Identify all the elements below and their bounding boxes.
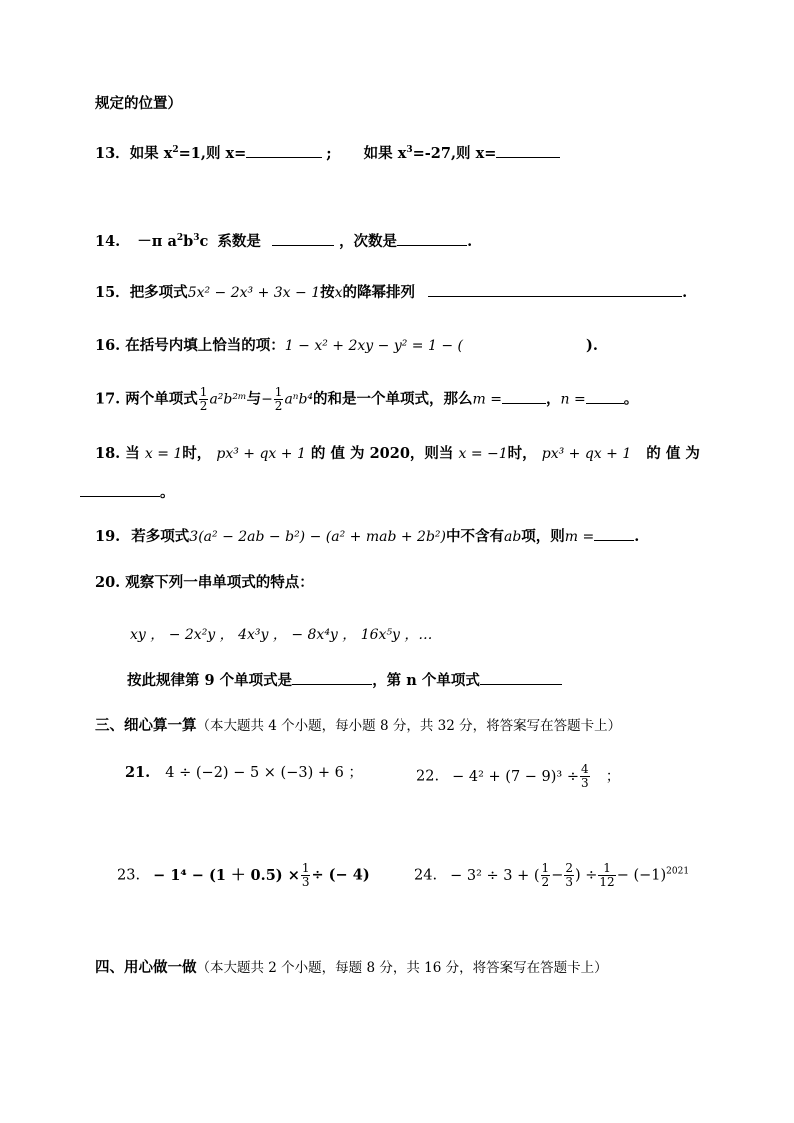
question-18: 18. 当 x = 1时， px³ + qx + 1 的 值 为 2020，则当 x = −1时， px³ + qx + 1 的 值 为 — [95, 445, 700, 462]
answer-blank[interactable] — [80, 482, 160, 497]
answer-blank[interactable] — [502, 389, 546, 404]
question-13: 13．如果 $x^2=1$,则 x= ; 如果 $x^3=-27$,则 x= — [95, 143, 560, 164]
answer-blank[interactable] — [480, 670, 562, 685]
fraction: $\frac{1}{2}$ — [541, 861, 550, 889]
question-22: 22. − 4² + (7 − 9)³ ÷ $\frac{4}{3}$ ； — [416, 762, 621, 790]
answer-blank[interactable] — [496, 143, 560, 158]
fraction: $\frac{1}{2}$ — [274, 385, 283, 413]
question-17: 17. 两个单项式 $\frac{1}{2}$ a²b²ᵐ与− $\frac{1}{2}$ aⁿb⁴的和是一个单项式，那么m = ，n = 。 — [95, 385, 639, 413]
question-18-blank: 。 — [80, 482, 175, 503]
answer-blank[interactable] — [272, 231, 334, 246]
fraction: $\frac{1}{12}$ — [599, 861, 615, 889]
question-20-sequence: xy ， − 2x²y ， 4x³y ， − 8x⁴y ， 16x⁵y ，… — [130, 627, 433, 643]
question-15: 15．把多项式5x² − 2x³ + 3x − 1按x的降幂排列 . — [95, 284, 688, 301]
question-14: 14. －π $a^2b^3c$ 系数是 ，次数是 . — [95, 233, 473, 250]
question-20-ask: 按此规律第 9 个单项式是 ，第 n 个单项式 — [127, 670, 562, 691]
question-23: 23. − 1⁴ − (1 ＋ 0.5) × $\frac{1}{3}$ ÷ (− 4) — [117, 861, 370, 889]
question-19: 19. 若多项式3(a² − 2ab − b²) − (a² + mab + 2b²)中不含有ab项，则m = . — [95, 528, 640, 545]
section-4-heading: 四、用心做一做（本大题共 2 个小题，每题 8 分，共 16 分，将答案写在答题卡上） — [95, 959, 608, 976]
question-21: 21. 4 ÷ (−2) − 5 × (−3) + 6 ； — [125, 764, 363, 781]
q12-tail: 规定的位置） — [95, 95, 182, 112]
answer-blank[interactable] — [246, 143, 322, 158]
fraction: $\frac{4}{3}$ — [581, 762, 589, 790]
fraction: $\frac{2}{3}$ — [565, 861, 573, 889]
question-20: 20. 观察下列一串单项式的特点： — [95, 574, 314, 591]
answer-blank[interactable] — [594, 526, 634, 541]
section-3-heading: 三、细心算一算（本大题共 4 个小题，每小题 8 分，共 32 分，将答案写在答题卡上） — [95, 717, 622, 734]
question-16: 16. 在括号内填上恰当的项：1 − x² + 2xy − y² = 1 − ( ). — [95, 337, 598, 354]
fraction: $\frac{1}{3}$ — [301, 861, 310, 889]
question-24: 24. − 3² ÷ 3 + ( $\frac{1}{2}$ − $\frac{2}{3}$ ) ÷ $\frac{1}{12}$ − $(-1)^{2021}$ — [414, 861, 690, 889]
answer-blank[interactable] — [586, 389, 624, 404]
answer-blank[interactable] — [428, 282, 682, 297]
fraction: $\frac{1}{2}$ — [199, 385, 208, 413]
answer-blank[interactable] — [292, 670, 372, 685]
answer-blank[interactable] — [397, 231, 467, 246]
